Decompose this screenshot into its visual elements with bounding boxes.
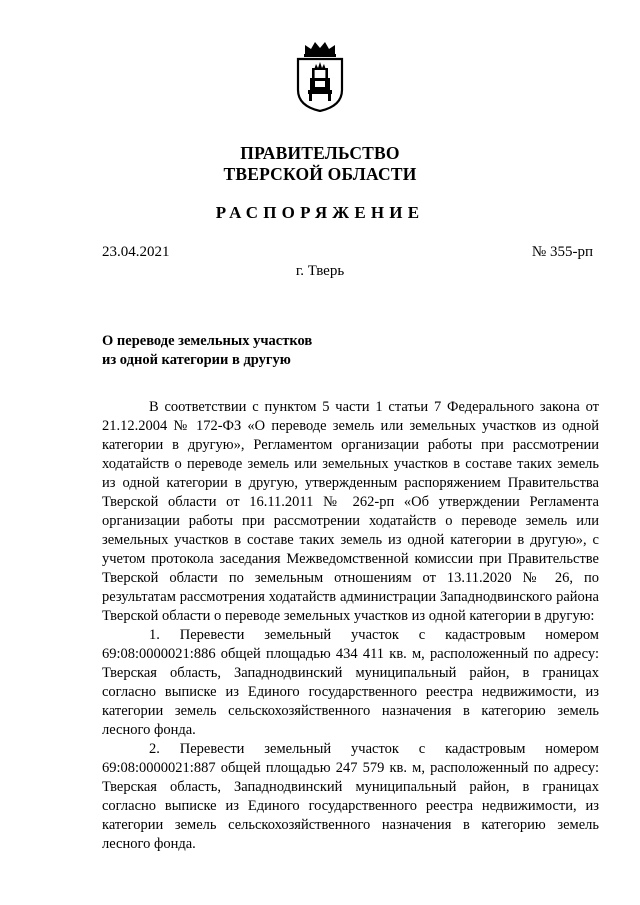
body-paragraph-item-2: 2. Перевести земельный участок с кадастровым номером 69:08:0000021:887 общей площадью 247 579 кв. м, расположенный по адресу: Тверская область, Западнодвинский муниципальный район, в границах согласно выписке из Единого государственного реестра недвижимости, из категории земель сельскохозяйственного назначения в категорию земель лесного фонда.	[102, 741, 599, 852]
document-number: № 355-рп	[531, 244, 593, 260]
subject-line1: О переводе земельных участков	[102, 333, 313, 349]
org-name-line1: ПРАВИТЕЛЬСТВО	[240, 143, 400, 163]
org-name-line2: ТВЕРСКОЙ ОБЛАСТИ	[223, 164, 417, 184]
body-paragraph-preamble: В соответствии с пунктом 5 части 1 статьи 7 Федерального закона от 21.12.2004 № 172-ФЗ «О переводе земель или земельных участков из одной категории в другую», Регламентом организации работы при рассмотрении ходатайств о переводе земель или земельных участков в составе таких земель из одной категории в другую, утвержденным распоряжением Правительства Тверской области от 16.11.2011 № 262-рп «Об утверждении Регламента организации работы при рассмотрении ходатайств о переводе земель или земельных участков в составе таких земель из одной категории в другую», с учетом протокола заседания Межведомственной комиссии при Правительстве Тверской области по земельным отношениям от 13.11.2020 № 26, по результатам рассмотрения ходатайств администрации Западнодвинского района Тверской области о переводе земельных участков из одной категории в другую:	[102, 399, 599, 624]
tver-coat-of-arms-icon	[295, 40, 345, 112]
document-city: г. Тверь	[295, 263, 345, 279]
body-paragraph-item-1: 1. Перевести земельный участок с кадастровым номером 69:08:0000021:886 общей площадью 434 411 кв. м, расположенный по адресу: Тверская область, Западнодвинский муниципальный район, в границах согласно выписке из Единого государственного реестра недвижимости, из категории земель сельскохозяйственного назначения в категорию земель лесного фонда.	[102, 627, 599, 738]
document-type-title: РАСПОРЯЖЕНИЕ	[215, 203, 425, 222]
document-subject	[102, 332, 312, 370]
document-date: 23.04.2021	[102, 244, 170, 260]
document-body	[102, 398, 599, 854]
subject-line2: из одной категории в другую	[102, 352, 291, 368]
